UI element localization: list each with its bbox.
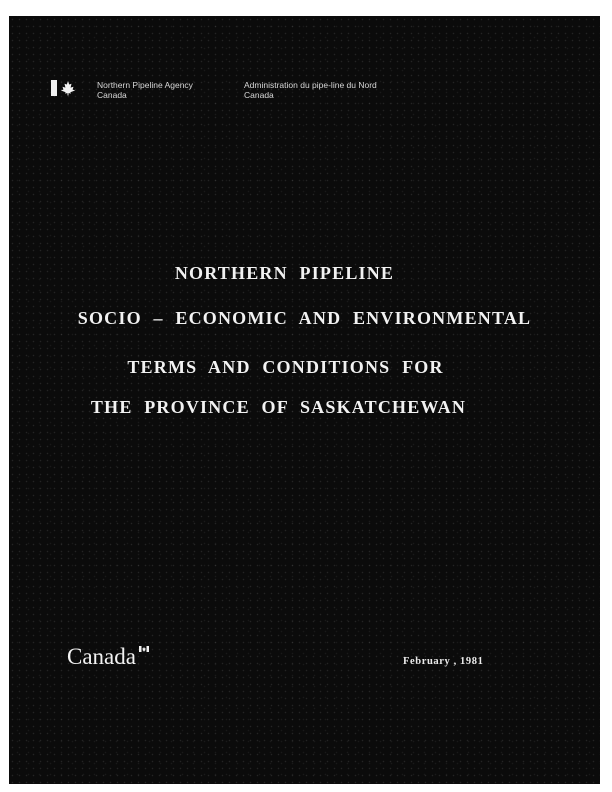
document-cover: [9, 16, 600, 784]
agency-en-line1: Northern Pipeline Agency: [97, 80, 193, 90]
agency-name-french: [244, 80, 377, 100]
canada-flag-icon: [51, 80, 79, 96]
publication-date: February , 1981: [403, 656, 484, 667]
title-line-2: SOCIO – ECONOMIC AND ENVIRONMENTAL: [77, 308, 532, 328]
agency-name-english: [97, 80, 193, 100]
agency-fr-line2: Canada: [244, 90, 274, 100]
agency-fr-line1: Administration du pipe-line du Nord: [244, 80, 377, 90]
title-line-4: THE PROVINCE OF SASKATCHEWAN: [90, 397, 467, 417]
canada-wordmark-flag-icon: [139, 646, 149, 652]
title-line-3: TERMS AND CONDITIONS FOR: [127, 357, 444, 377]
canada-wordmark: Canada: [67, 644, 136, 669]
agency-en-line2: Canada: [97, 90, 127, 100]
title-line-1: NORTHERN PIPELINE: [174, 263, 395, 283]
